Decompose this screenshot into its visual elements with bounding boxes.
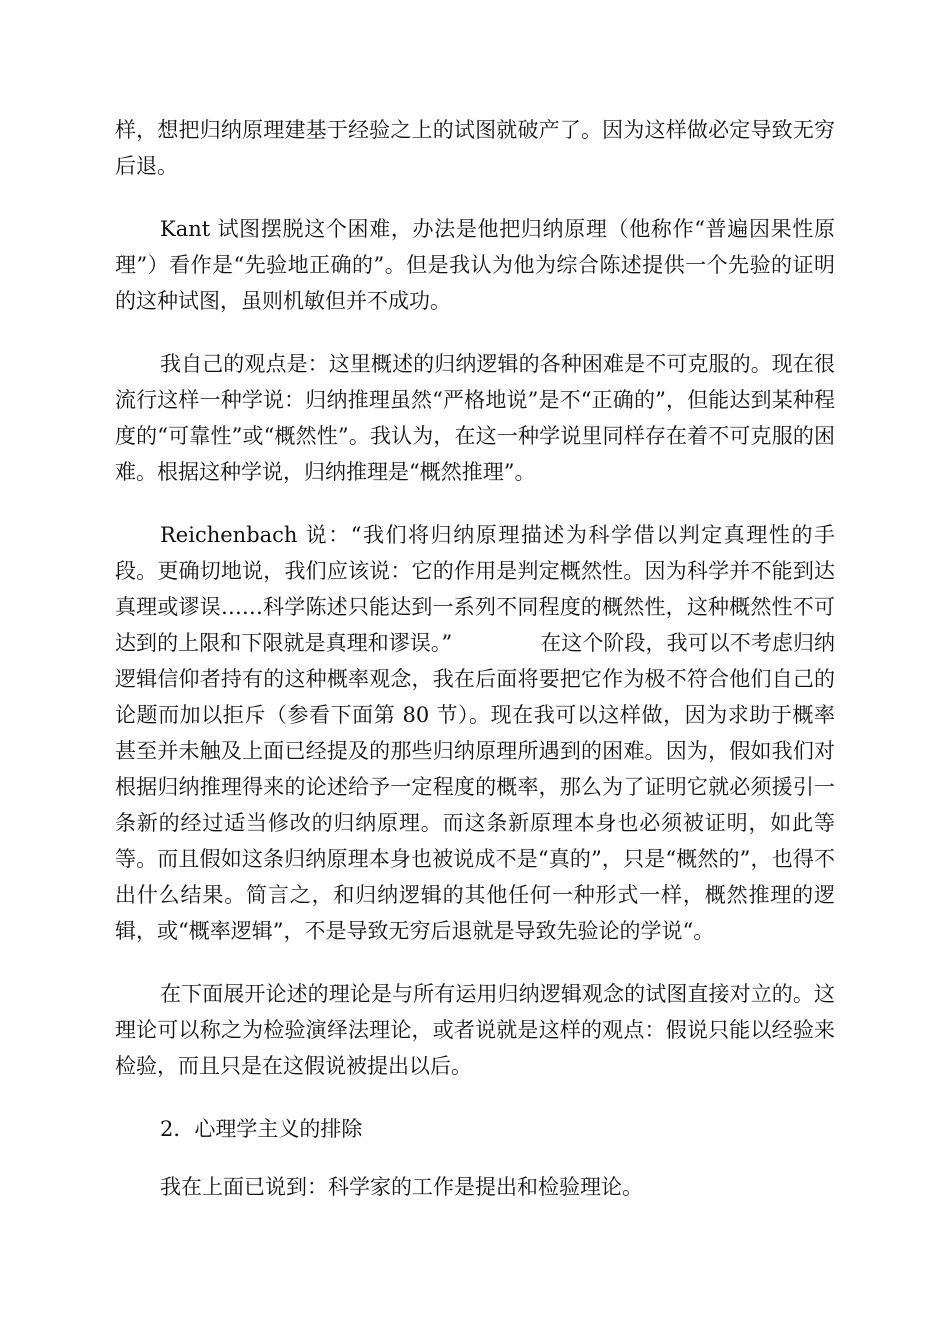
reichenbach-quote: Reichenbach 说：“我们将归纳原理描述为科学借以判定真理性的手段。更确切地说，我们应该说：它的作用是判定概然性。因为科学并不能到达真理或谬误……科学陈述只能达到一系列不同程度的概然性，这种概然性不可达到的上限和下限就是真理和谬误。” [115,523,835,655]
paragraph-kant: Kant 试图摆脱这个困难，办法是他把归纳原理（他称作“普遍因果性原理”）看作是“先验地正确的”。但是我认为他为综合陈述提供一个先验的证明的这种试图，虽则机敏但并不成功。 [115,217,835,313]
paragraph-deductive-testing: 在下面展开论述的理论是与所有运用归纳逻辑观念的试图直接对立的。这理论可以称之为检验演绎法理论，或者说就是这样的观点：假说只能以经验来检验，而且只是在这假说被提出以后。 [115,982,835,1078]
paragraph-own-view: 我自己的观点是：这里概述的归纳逻辑的各种困难是不可克服的。现在很流行这样一种学说：归纳推理虽然“严格地说”是不“正确的”，但能达到某种程度的“可靠性”或“概然性”。我认为，在这一种学说里同样存在着不可克服的困难。根据这种学说，归纳推理是“概然推理”。 [115,352,835,484]
section-heading: 2．心理学主义的排除 [160,1117,363,1141]
paragraph-continuation: 样，想把归纳原理建基于经验之上的试图就破产了。因为这样做必定导致无穷后退。 [115,118,835,178]
paragraph-scientist-work: 我在上面已说到：科学家的工作是提出和检验理论。 [160,1175,643,1199]
paragraph-reichenbach [115,517,835,949]
probability-discussion: 在这个阶段，我可以不考虑归纳逻辑信仰者持有的这种概率观念，我在后面将要把它作为极不符合他们自己的论题而加以拒斥（参看下面第 80 节）。现在我可以这样做，因为求助于概率甚至并未触及上面已经提及的那些归纳原理所遇到的困难。因为，假如我们对根据归纳推理得来的论述给予一定程度的概率，那么为了证明它就必须援引一条新的经过适当修改的归纳原理。而这条新原理本身也必须被证明，如此等等。而且假如这条归纳原理本身也被说成不是“真的”，只是“概然的”，也得不出什么结果。简言之，和归纳逻辑的其他任何一种形式一样，概然推理的逻辑，或“概率逻辑”，不是导致无穷后退就是导致先验论的学说“。 [115,631,836,943]
document-page [115,112,835,1232]
